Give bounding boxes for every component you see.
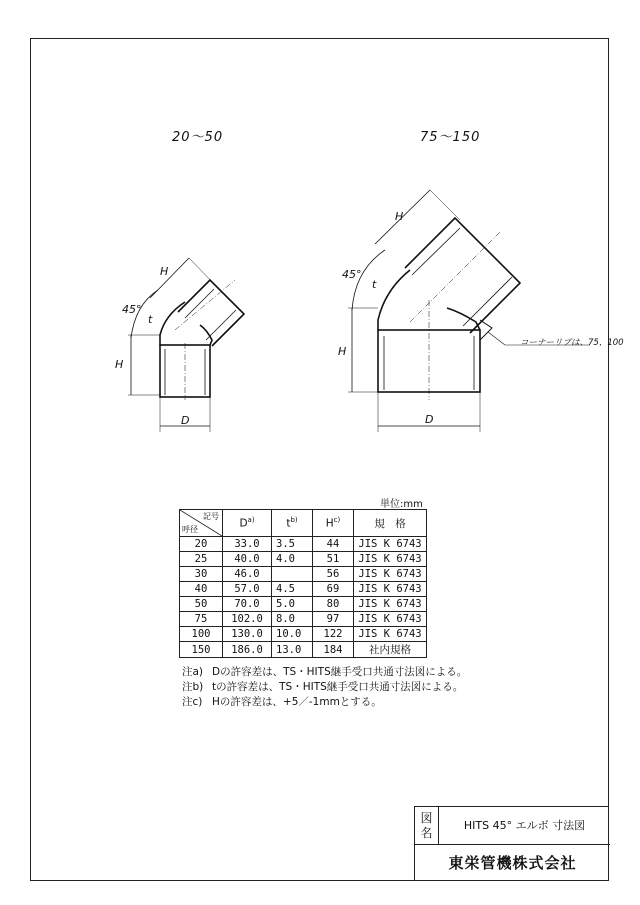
small-H-lower-label: H — [115, 358, 124, 371]
table-cell: 75 — [180, 612, 223, 627]
note-a — [182, 665, 467, 680]
table-cell: JIS K 6743 — [354, 567, 427, 582]
table-row — [180, 642, 427, 658]
header-text: b) — [290, 516, 298, 525]
table-cell: 25 — [180, 552, 223, 567]
table-cell: JIS K 6743 — [354, 627, 427, 642]
note-text: 注c) — [182, 696, 203, 708]
note-text: 注b) — [182, 681, 204, 693]
header-D — [223, 510, 272, 537]
table-row — [180, 612, 427, 627]
table-body — [180, 537, 427, 658]
table-cell: 184 — [313, 642, 354, 658]
drawing-title: HITS 45° エルボ 寸法図 — [439, 807, 610, 845]
large-H-upper-label: H — [395, 210, 404, 223]
table-cell: 186.0 — [223, 642, 272, 658]
note-text: Hの許容差は、+5／-1mmとする。 — [212, 696, 382, 708]
table-cell — [272, 567, 313, 582]
table-cell: 100 — [180, 627, 223, 642]
table-cell: 51 — [313, 552, 354, 567]
unit-label: 単位:mm — [380, 499, 423, 510]
table-cell: 33.0 — [223, 537, 272, 552]
table-cell: 8.0 — [272, 612, 313, 627]
header-text: c) — [333, 516, 341, 525]
large-elbow — [348, 190, 590, 432]
table-cell: 80 — [313, 597, 354, 612]
table-cell: 40.0 — [223, 552, 272, 567]
table-cell: JIS K 6743 — [354, 582, 427, 597]
header-text: a) — [247, 516, 255, 525]
table-cell: 30 — [180, 567, 223, 582]
table-cell: 102.0 — [223, 612, 272, 627]
note-text: tの許容差は、TS・HITS継手受口共通寸法図による。 — [212, 681, 464, 693]
large-t-label: t — [372, 278, 377, 291]
note-b — [182, 680, 467, 695]
header-t — [272, 510, 313, 537]
header-H — [313, 510, 354, 537]
table-cell: 4.0 — [272, 552, 313, 567]
table-cell: 40 — [180, 582, 223, 597]
table-row — [180, 567, 427, 582]
table-row — [180, 537, 427, 552]
large-H-lower-label: H — [338, 345, 347, 358]
table-cell: 44 — [313, 537, 354, 552]
table-cell: 56 — [313, 567, 354, 582]
table-cell: 10.0 — [272, 627, 313, 642]
table-cell: JIS K 6743 — [354, 537, 427, 552]
table-cell: 4.5 — [272, 582, 313, 597]
table-row — [180, 597, 427, 612]
table-cell: 150 — [180, 642, 223, 658]
corner-symbol-label: 記号 — [203, 512, 219, 521]
table-cell: JIS K 6743 — [354, 597, 427, 612]
table-cell: 130.0 — [223, 627, 272, 642]
table-cell: 社内規格 — [354, 642, 427, 658]
table-cell: 13.0 — [272, 642, 313, 658]
table-cell: JIS K 6743 — [354, 612, 427, 627]
table-cell: 97 — [313, 612, 354, 627]
table-cell: 20 — [180, 537, 223, 552]
table-row — [180, 552, 427, 567]
header-text: H — [325, 517, 334, 530]
large-angle-label: 45° — [342, 268, 362, 281]
table-cell: 3.5 — [272, 537, 313, 552]
note-c — [182, 695, 467, 710]
header-text: D — [239, 517, 248, 530]
small-elbow — [128, 258, 244, 432]
table-cell: 69 — [313, 582, 354, 597]
large-D-label: D — [425, 413, 434, 426]
table-row — [180, 627, 427, 642]
dimension-table — [179, 509, 427, 658]
title-block — [414, 806, 609, 881]
small-D-label: D — [181, 414, 190, 427]
small-H-upper-label: H — [160, 265, 169, 278]
notes — [182, 665, 467, 710]
header-text: 規 格 — [374, 517, 406, 530]
large-size-label: 75～150 — [420, 130, 481, 145]
table-cell: 50 — [180, 597, 223, 612]
small-angle-label: 45° — [122, 303, 142, 316]
company-name: 東栄管機株式会社 — [448, 854, 577, 872]
title-block-label: 図名 — [415, 807, 439, 845]
rib-note: コーナーリブは、75，100 — [520, 338, 624, 348]
table-corner-header — [180, 510, 223, 537]
table-cell: 46.0 — [223, 567, 272, 582]
table-cell: 57.0 — [223, 582, 272, 597]
note-text: Dの許容差は、TS・HITS継手受口共通寸法図による。 — [212, 666, 468, 678]
header-standard — [354, 510, 427, 537]
corner-size-label: 呼径 — [182, 525, 198, 534]
table-cell: 122 — [313, 627, 354, 642]
note-text: 注a) — [182, 666, 204, 678]
small-t-label: t — [148, 313, 153, 326]
table-cell: 70.0 — [223, 597, 272, 612]
table-cell: JIS K 6743 — [354, 552, 427, 567]
table-cell: 5.0 — [272, 597, 313, 612]
small-size-label: 20～50 — [172, 130, 224, 145]
table-row — [180, 582, 427, 597]
header-text: t — [286, 517, 291, 530]
